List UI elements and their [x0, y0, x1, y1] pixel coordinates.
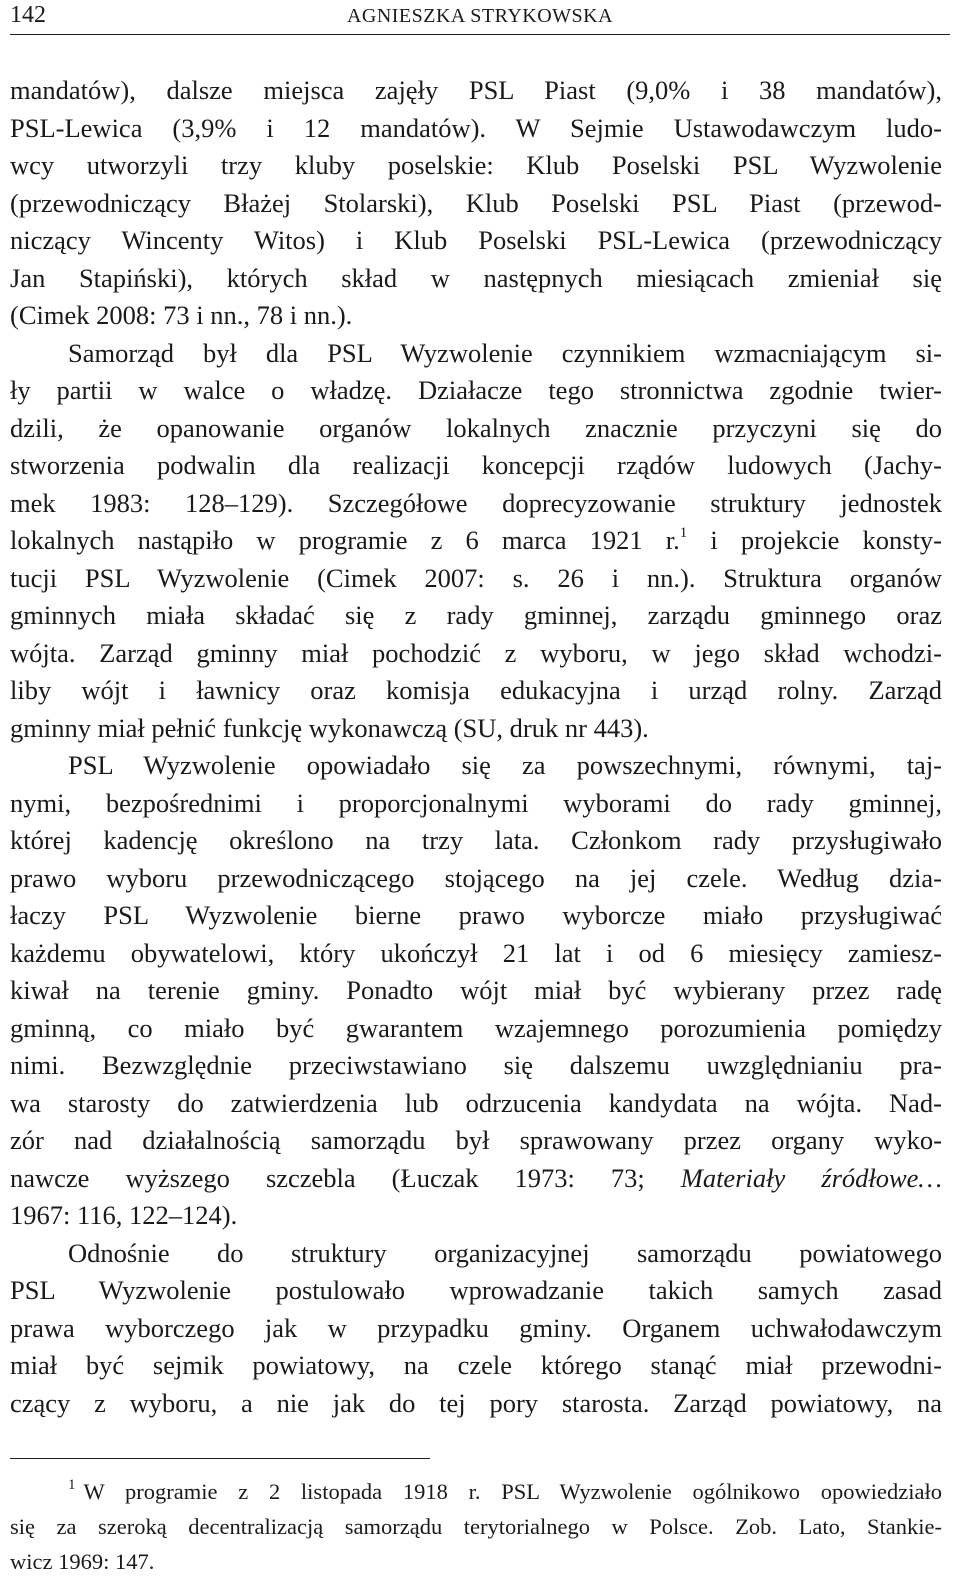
text-line: tucji PSL Wyzwolenie (Cimek 2007: s. 26 i nn.). Struktura organów: [10, 562, 942, 593]
page-header: [10, 0, 950, 35]
text-line: niczący Wincenty Witos) i Klub Poselski PSL-Lewica (przewodniczący: [10, 225, 942, 255]
body-text: [10, 72, 942, 1422]
text-segment: lokalnych nastąpiło w programie z 6 marca 1921 r.: [10, 525, 680, 555]
text-line: ły partii w walce o władzę. Działacze tego stronnictwa zgodnie twier-: [10, 375, 942, 405]
text-line: gminnych miała składać się z rady gminnej, zarządu gminnego oraz: [10, 600, 942, 630]
text-line: łaczy PSL Wyzwolenie bierne prawo wyborcze miało przysługiwać: [10, 900, 942, 930]
page-number: 142: [10, 2, 46, 28]
text-line: (Cimek 2008: 73 i nn., 78 i nn.).: [10, 300, 353, 330]
text-line: nymi, bezpośrednimi i proporcjonalnymi wyborami do rady gminnej,: [10, 787, 942, 818]
footnote-reference[interactable]: 1: [679, 525, 688, 541]
text-line: której kadencję określono na trzy lata. Członkom rady przysługiwało: [10, 825, 942, 855]
text-line: gminną, co miało być gwarantem wzajemnego porozumienia pomiędzy: [10, 1012, 942, 1043]
text-line: miał być sejmik powiatowy, na czele którego stanąć miał przewodni-: [10, 1350, 942, 1380]
footnote-1: [10, 1474, 942, 1579]
text-line: wcy utworzyli trzy kluby poselskie: Klub Poselski PSL Wyzwolenie: [10, 150, 942, 180]
running-head: AGNIESZKA STRYKOWSKA: [346, 5, 614, 27]
text-line: wa starosty do zatwierdzenia lub odrzucenia kandydata na wójta. Nad-: [10, 1087, 942, 1118]
footnote-divider: [10, 1458, 430, 1459]
text-line: (przewodniczący Błażej Stolarski), Klub Poselski PSL Piast (przewod-: [10, 187, 942, 218]
paragraph-start: Samorząd był dla PSL Wyzwolenie czynnikiem wzmacniającym si-: [68, 337, 942, 368]
text-line: liby wójt i ławnicy oraz komisja edukacyjna i urząd rolny. Zarząd: [10, 675, 942, 705]
footnote-line: [10, 1474, 942, 1509]
text-line: nimi. Bezwzględnie przeciwstawiano się dalszemu uwzględnianiu pra-: [10, 1050, 942, 1080]
text-line: każdemu obywatelowi, który ukończył 21 lat i od 6 miesięcy zamiesz-: [10, 937, 942, 968]
text-line: 1967: 116, 122–124).: [10, 1200, 238, 1230]
paragraph-start: PSL Wyzwolenie opowiadało się za powszechnymi, równymi, taj-: [68, 750, 942, 780]
paragraph-start: Odnośnie do struktury organizacyjnej samorządu powiatowego: [68, 1237, 942, 1268]
text-line: mek 1983: 128–129). Szczegółowe doprecyzowanie struktury jednostek: [10, 487, 942, 518]
italic-citation: Materiały źródłowe…: [680, 1162, 942, 1193]
footnote-line: wicz 1969: 147.: [10, 1549, 155, 1574]
text-line: Jan Stapiński), których skład w następnych miesiącach zmieniał się: [10, 262, 942, 293]
text-line: PSL Wyzwolenie postulowało wprowadzanie takich samych zasad: [10, 1275, 942, 1305]
text-line: mandatów), dalsze miejsca zajęły PSL Piast (9,0% i 38 mandatów),: [10, 75, 942, 105]
footnote-line: się za szeroką decentralizacją samorządu terytorialnego w Polsce. Zob. Lato, Stankie-: [10, 1514, 942, 1539]
text-line: prawo wyboru przewodniczącego stojącego na jej czele. Według dzia-: [10, 862, 942, 893]
text-line-with-citation: [10, 1160, 942, 1198]
text-line: gminny miał pełnić funkcję wykonawczą (SU, druk nr 443).: [10, 712, 649, 743]
text-line-with-footnote: [10, 522, 942, 560]
text-line: kiwał na terenie gminy. Ponadto wójt miał być wybierany przez radę: [10, 975, 942, 1005]
text-line: PSL-Lewica (3,9% i 12 mandatów). W Sejmie Ustawodawczym ludo-: [10, 112, 942, 143]
text-line: zór nad działalnością samorządu był sprawowany przez organy wyko-: [10, 1125, 942, 1155]
text-segment: W programie z 2 listopada 1918 r. PSL Wyzwolenie ogólnikowo opowiedziało: [83, 1479, 942, 1504]
text-line: prawa wyborczego jak w przypadku gminy. Organem uchwałodawczym: [10, 1312, 942, 1343]
text-line: czący z wyboru, a nie jak do tej pory starosta. Zarząd powiatowy, na: [10, 1387, 942, 1418]
text-segment: i projekcie konsty-: [710, 525, 942, 555]
text-line: stworzenia podwalin dla realizacji koncepcji rządów ludowych (Jachy-: [10, 450, 942, 480]
text-segment: nawcze wyższego szczebla (Łuczak 1973: 73;: [10, 1162, 645, 1193]
text-line: wójta. Zarząd gminny miał pochodzić z wyboru, w jego skład wchodzi-: [10, 637, 942, 668]
footnote-mark: 1: [68, 1477, 76, 1493]
text-line: dzili, że opanowanie organów lokalnych znacznie przyczyni się do: [10, 412, 942, 443]
